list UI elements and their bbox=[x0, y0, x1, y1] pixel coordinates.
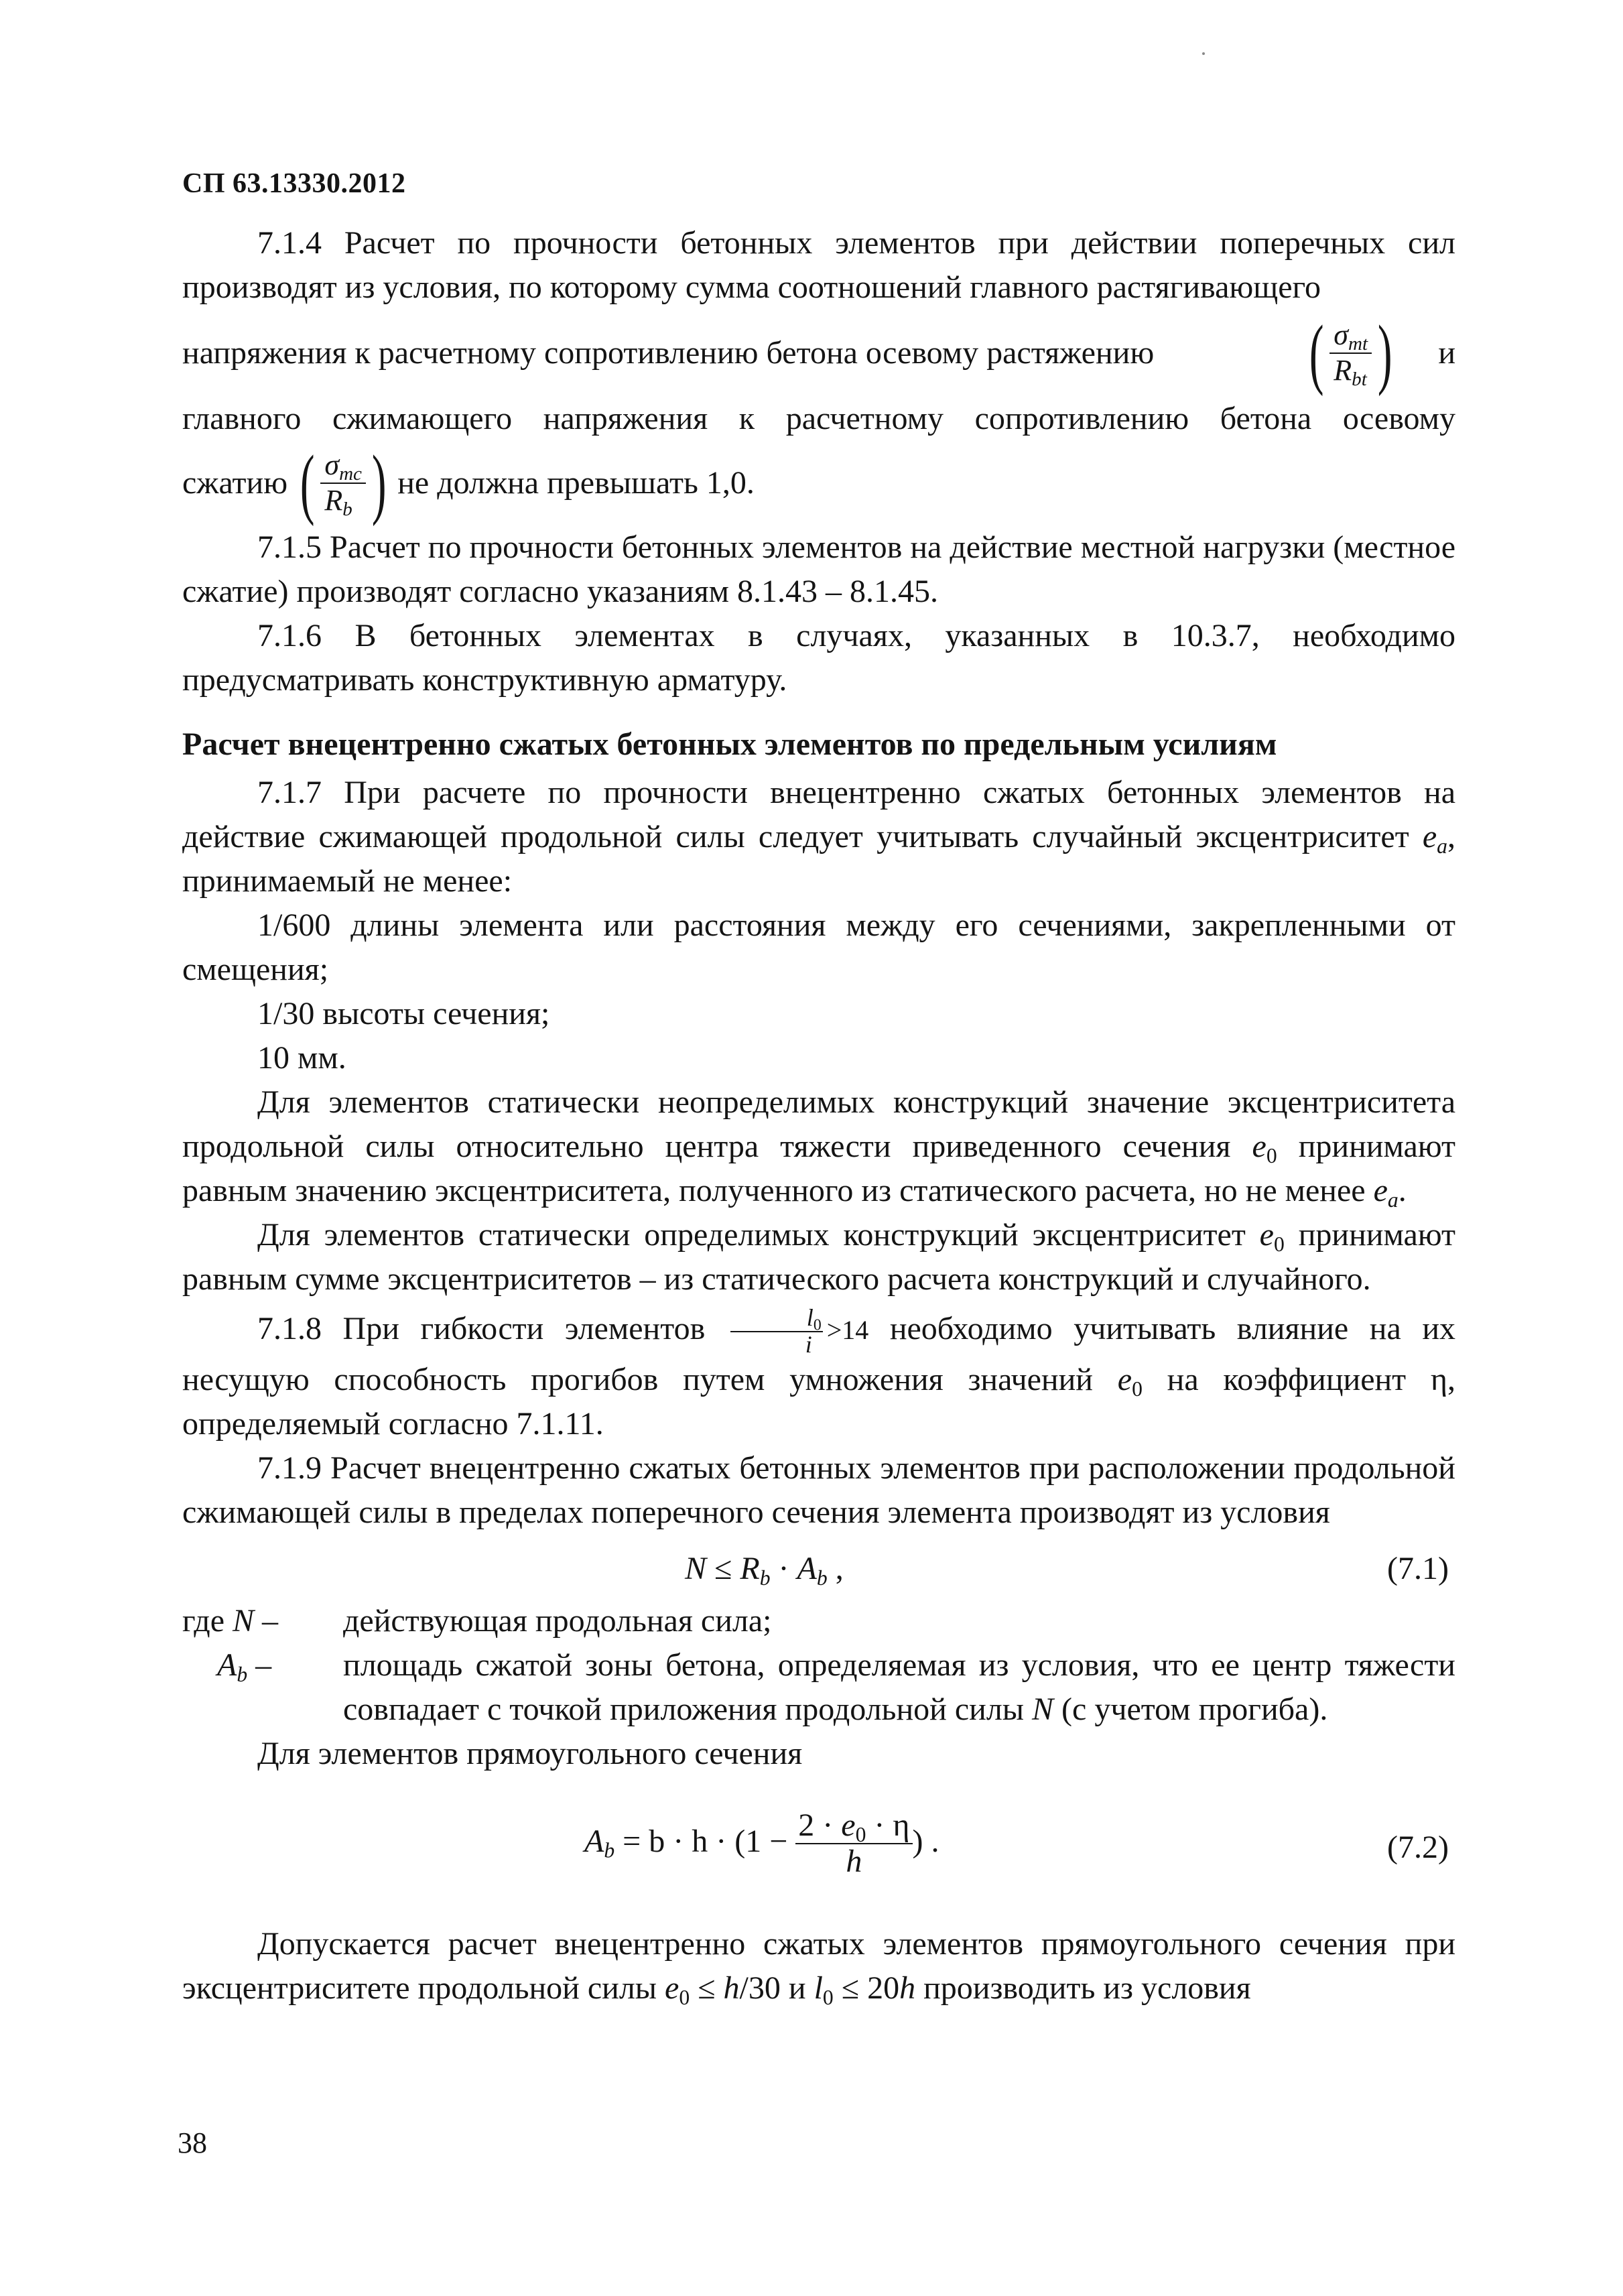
slenderness-fraction: $\frac{l_0}{i}$ bbox=[730, 1305, 823, 1358]
list-item-10mm: 10 мм. bbox=[257, 1040, 346, 1076]
p714-line1: 7.1.4 Расчет по прочности бетонных элементов при действии поперечных сил производят из условия, по которому сумма соотношений главного растягивающего bbox=[182, 225, 1455, 305]
equation-number-7-2: (7.2) bbox=[1387, 1829, 1449, 1865]
p714-row-fraction1 bbox=[182, 309, 1455, 397]
eccentricity-fraction: $\frac{2 \cdot e_0 \cdot \eta}{h}$ bbox=[795, 1808, 912, 1880]
slenderness-limit: >14 bbox=[826, 1314, 869, 1345]
paragraph-statically-indeterminate: Для элементов статически неопределимых конструкций значение эксцентриситета продольной силы относительно центра тяжести приведенного сечения $e_0$ принимают равным значению эксцентриситета, полученного из статического расчета, но не менее $e_a$. bbox=[182, 1084, 1455, 1212]
fraction-sigma-mc: $\frac{\sigma_{mc}}{R_b}$ bbox=[320, 448, 366, 517]
p714-line2: напряжения к расчетному сопротивлению бетона осевому растяжению bbox=[182, 335, 1155, 371]
list-item-1-600: 1/600 длины элемента или расстояния между его сечениями, закрепленными от смещения; bbox=[182, 907, 1455, 987]
equation-7-2-body: $A_b = b \cdot h \cdot (1$ − $\frac{2 \cdot e_0 \cdot \eta}{h}$ ) . bbox=[584, 1807, 939, 1880]
definition-Ab: $A_b$ – площадь сжатой зоны бетона, определяемая из условия, что ее центр тяжести совпадает с точкой приложения продольной силы N (с учетом прогиба). bbox=[217, 1647, 1455, 1727]
rectangular-section-intro: Для элементов прямоугольного сечения bbox=[257, 1735, 803, 1771]
scan-speck bbox=[1202, 52, 1205, 55]
p714-line4-end: не должна превышать 1,0. bbox=[397, 465, 755, 501]
definitions-list bbox=[182, 1599, 1455, 1732]
paragraph-7-1-6: 7.1.6 В бетонных элементах в случаях, указанных в 10.3.7, необходимо предусматривать конструктивную арматуру. bbox=[182, 618, 1455, 698]
paragraph-7-1-9: 7.1.9 Расчет внецентренно сжатых бетонных элементов при расположении продольной сжимающей силы в пределах поперечного сечения элемента производят из условия bbox=[182, 1450, 1455, 1530]
paragraph-7-1-7: 7.1.7 При расчете по прочности внецентренно сжатых бетонных элементов на действие сжимающей продольной силы следует учитывать случайный эксцентриситет $e_a$, принимаемый не менее: bbox=[182, 775, 1456, 899]
p714-row-fraction2: сжатию ( $\frac{\sigma_{mc}}{R_b}$ ) не должна превышать 1,0. bbox=[182, 439, 755, 527]
fraction-sigma-mt: $\frac{\sigma_{mt}}{R_{bt}}$ bbox=[1329, 318, 1372, 387]
p714-line4-start: сжатию bbox=[182, 465, 288, 501]
paragraph-permitted-calc: Допускается расчет внецентренно сжатых элементов прямоугольного сечения при эксцентриситете продольной силы $e_0 \le h/30$ и $l_0 \le 20h$ производить из условия bbox=[182, 1925, 1455, 2009]
body-text bbox=[182, 221, 1455, 2011]
document-code-header: СП 63.13330.2012 bbox=[182, 168, 406, 199]
sigma-mt-over-rbt: ( $\frac{\sigma_{mt}}{R_{bt}}$ ) и bbox=[1309, 309, 1455, 397]
paragraph-7-1-8: 7.1.8 При гибкости элементов $\frac{l_0}{i}$ >14 необходимо учитывать влияние на их несущую способность прогибов путем умножения значений $e_0$ на коэффициент η, определяемый согласно 7.1.11. bbox=[182, 1304, 1456, 1442]
equation-7-1-body: $N \le R_b \cdot A_b$ , bbox=[685, 1550, 844, 1590]
equation-7-1 bbox=[182, 1535, 1455, 1599]
equation-7-2 bbox=[182, 1796, 1455, 1910]
word-and: и bbox=[1438, 335, 1455, 371]
var-e: e bbox=[1422, 819, 1437, 854]
section-heading: Расчет внецентренно сжатых бетонных элементов по предельным усилиям bbox=[182, 726, 1277, 762]
paragraph-statically-determinate: Для элементов статически определимых конструкций эксцентриситет $e_0$ принимают равным сумме эксцентриситетов – из статического расчета конструкций и случайного. bbox=[182, 1217, 1456, 1297]
p714-line3: главного сжимающего напряжения к расчетному сопротивлению бетона осевому bbox=[182, 401, 1455, 436]
list-item-1-30: 1/30 высоты сечения; bbox=[257, 996, 550, 1031]
paragraph-7-1-5: 7.1.5 Расчет по прочности бетонных элементов на действие местной нагрузки (местное сжатие) производят согласно указаниям 8.1.43 – 8.1.45. bbox=[182, 529, 1455, 609]
page-number: 38 bbox=[178, 2126, 207, 2159]
definition-N: где N – действующая продольная сила; bbox=[182, 1602, 772, 1639]
paragraph-7-1-4 bbox=[182, 221, 1455, 310]
equation-number-7-1: (7.1) bbox=[1387, 1550, 1449, 1586]
